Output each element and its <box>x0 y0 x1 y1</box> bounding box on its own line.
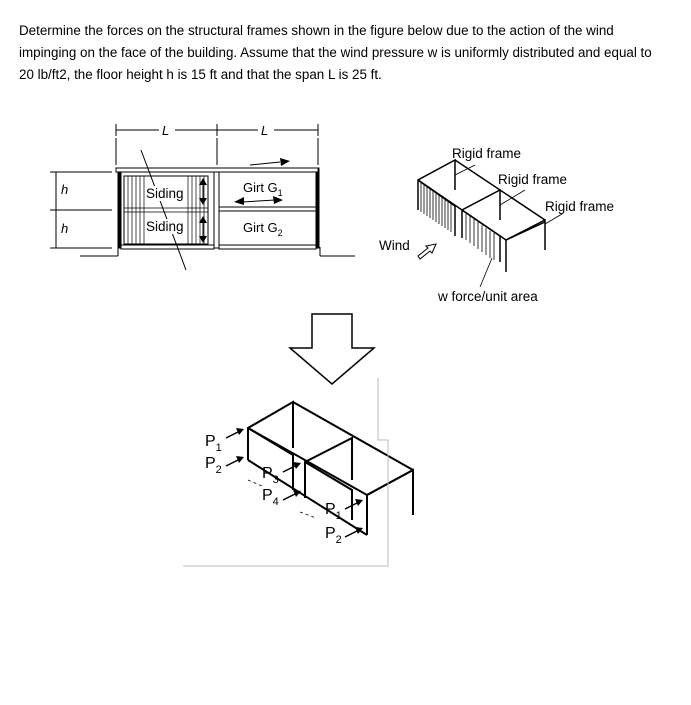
down-arrow-icon <box>290 314 374 384</box>
height-label-lower: h <box>61 221 69 236</box>
loaded-frame-2 <box>305 438 352 498</box>
siding-label-upper: Siding <box>146 186 184 201</box>
problem-statement: Determine the forces on the structural frames shown in the figure below due to the action of the wind impinging on the face of the building. Assume that the wind pressure w is uniformly distributed and equal to 20 lb/ft2, the floor height h is 15 ft and that the span L is 25 ft. <box>19 23 652 82</box>
load-p2-left: $P_2$ <box>205 455 222 476</box>
load-p4: $P_4$ <box>262 487 279 508</box>
girt-g2 <box>219 245 316 249</box>
wind-arrow-icon <box>418 244 436 259</box>
girt-g1 <box>219 207 316 211</box>
siding-label-lower: Siding <box>146 219 184 234</box>
load-p1-left: $P_1$ <box>205 433 222 454</box>
force-label: w force/unit area <box>438 289 538 304</box>
load-p1-right: $P_1$ <box>325 501 342 522</box>
span-label-left: L <box>162 123 170 138</box>
span-label-right: L <box>261 123 269 138</box>
wind-label: Wind <box>379 238 410 253</box>
rigid-frame-3 <box>506 220 545 272</box>
elevation-view <box>50 124 355 270</box>
height-label-upper: h <box>61 182 69 197</box>
rigid-frame-label-2: Rigid frame <box>498 172 568 187</box>
loaded-frame-3 <box>367 470 413 535</box>
column-middle <box>214 168 219 248</box>
rigid-frame-label-1: Rigid frame <box>452 146 522 161</box>
rigid-frame-label-3: Rigid frame <box>545 199 615 214</box>
load-p3: $P_3$ <box>262 465 279 486</box>
roof-girt <box>116 168 318 172</box>
girt-g1-label: Girt $G_1$ <box>243 180 283 198</box>
column-left <box>118 168 121 248</box>
girt-g2-label: Girt $G_2$ <box>243 220 283 238</box>
load-p2-right: $P_2$ <box>325 525 342 546</box>
